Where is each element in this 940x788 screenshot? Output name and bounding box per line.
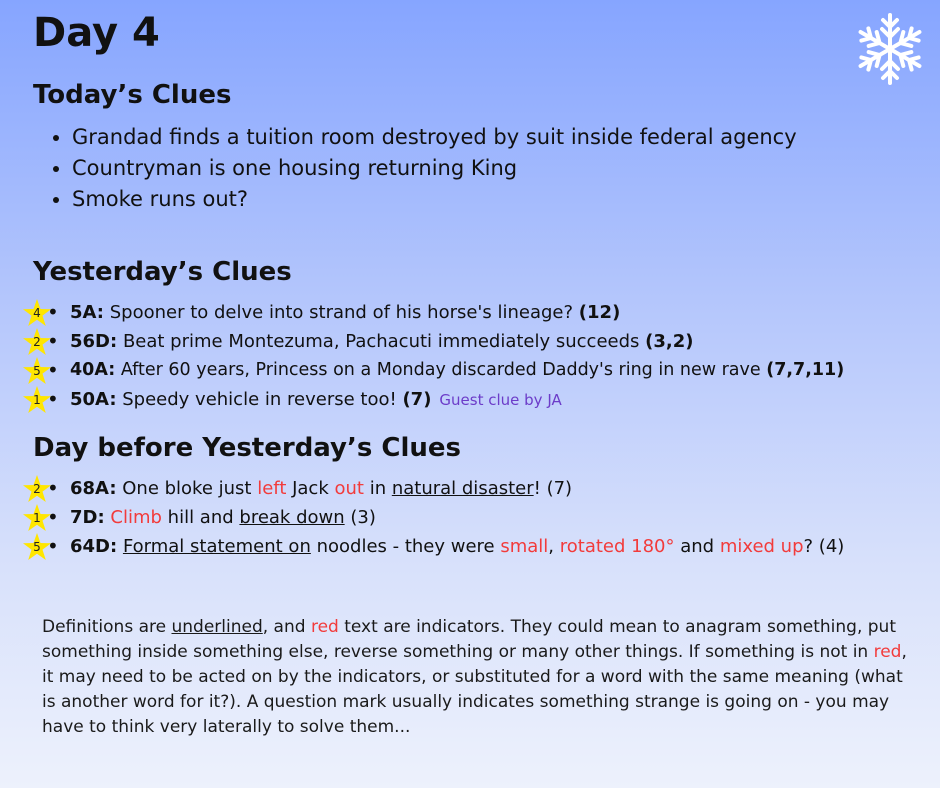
- indicator-word: left: [257, 478, 287, 499]
- clue-text: (3): [344, 507, 376, 528]
- today-clue: • Grandad finds a tuition room destroyed by suit inside federal agency: [72, 122, 797, 153]
- clue-row: [22, 532, 922, 561]
- clue-enumeration: (12): [578, 302, 621, 323]
- notes-text: , and: [262, 617, 311, 637]
- clue-id: 64D:: [70, 536, 118, 557]
- indicator-word: mixed up: [719, 536, 804, 557]
- clue-enumeration: (7,7,11): [766, 360, 845, 380]
- clue-id: 7D:: [70, 507, 105, 528]
- difficulty-rating: 1: [33, 393, 41, 407]
- clue-row: [22, 356, 922, 385]
- clue-row: [22, 327, 922, 356]
- clue-text: One bloke just: [122, 478, 258, 499]
- clue-text: and: [674, 536, 720, 557]
- bullet-icon: •: [47, 505, 59, 529]
- difficulty-rating: 5: [33, 364, 41, 378]
- clue-text: hill and: [161, 507, 240, 528]
- clue-row: [22, 474, 922, 503]
- today-clue: • Smoke runs out?: [72, 184, 797, 215]
- notes-text: , it may need to be acted on by the indicators, or substituted for a word with the same meaning (what is another word for it?). A question mark usually indicates something strange is going on - you may have to think very laterally to solve them...: [42, 642, 907, 737]
- indicator-word: Climb: [110, 507, 162, 528]
- today-clue-list: [30, 122, 797, 215]
- clue-id: 5A:: [70, 302, 104, 323]
- bullet-icon: •: [47, 387, 59, 411]
- clue-text-wrap: [70, 474, 572, 503]
- bullet-icon: •: [47, 300, 59, 324]
- bullet-icon: •: [47, 476, 59, 500]
- underlined-example: underlined: [171, 617, 263, 637]
- clue-text-wrap: [70, 327, 694, 356]
- red-example: red: [873, 642, 902, 662]
- clue-text: Beat prime Montezuma, Pachacuti immediately succeeds: [122, 331, 640, 352]
- clue-enumeration: (3,2): [645, 331, 694, 352]
- explanation-notes: [42, 615, 912, 740]
- clue-text-wrap: [70, 385, 562, 415]
- clue-id: 40A:: [70, 360, 116, 380]
- definition-text: natural disaster: [391, 478, 534, 499]
- definition-text: Formal statement on: [122, 536, 311, 557]
- clue-id: 68A:: [70, 478, 117, 499]
- difficulty-rating: 2: [33, 482, 41, 496]
- yesterday-clue-list: [22, 298, 922, 414]
- clue-text: Speedy vehicle in reverse too!: [122, 389, 397, 410]
- notes-text: Definitions are: [42, 617, 172, 637]
- clue-text-wrap: [70, 298, 620, 327]
- clue-text: in: [363, 478, 392, 499]
- clue-text: Jack: [286, 478, 335, 499]
- difficulty-rating: 2: [33, 335, 41, 349]
- clue-row: [22, 503, 922, 532]
- clue-id: 50A:: [70, 389, 117, 410]
- clue-text-wrap: [70, 532, 844, 561]
- difficulty-rating: 4: [33, 306, 41, 320]
- clue-text: ! (7): [533, 478, 573, 499]
- indicator-word: rotated 180°: [559, 536, 675, 557]
- red-example: red: [310, 617, 339, 637]
- clue-text: ? (4): [803, 536, 845, 557]
- today-clue: • Countryman is one housing returning King: [72, 153, 797, 184]
- day-before-clue-list: [22, 474, 922, 561]
- clue-row: [22, 385, 922, 414]
- notes-text: text are indicators. They could mean to anagram something, put something inside something else, reverse something or many other things. If something is not in: [42, 617, 897, 662]
- indicator-word: small: [500, 536, 549, 557]
- guest-credit: Guest clue by JA: [439, 391, 562, 409]
- day-before-heading: Day before Yesterday’s Clues: [33, 433, 462, 463]
- clue-enumeration: (7): [402, 389, 432, 410]
- page-title: Day 4: [33, 10, 160, 56]
- bullet-icon: •: [47, 534, 59, 558]
- clue-text: After 60 years, Princess on a Monday discarded Daddy's ring in new rave: [120, 360, 761, 380]
- clue-id: 56D:: [70, 331, 118, 352]
- yesterday-heading: Yesterday’s Clues: [33, 257, 292, 287]
- today-heading: Today’s Clues: [33, 80, 232, 110]
- clue-text: noodles - they were: [310, 536, 501, 557]
- indicator-word: out: [334, 478, 364, 499]
- difficulty-rating: 1: [33, 511, 41, 525]
- bullet-icon: •: [47, 358, 59, 382]
- clue-text: ,: [548, 536, 560, 557]
- difficulty-rating: 5: [33, 540, 41, 554]
- bullet-icon: •: [47, 329, 59, 353]
- clue-text-wrap: [70, 356, 844, 385]
- snowflake-icon: [854, 10, 926, 88]
- definition-text: break down: [239, 507, 345, 528]
- clue-text-wrap: [70, 503, 376, 532]
- clue-text: Spooner to delve into strand of his horse's lineage?: [109, 302, 574, 323]
- clue-row: [22, 298, 922, 327]
